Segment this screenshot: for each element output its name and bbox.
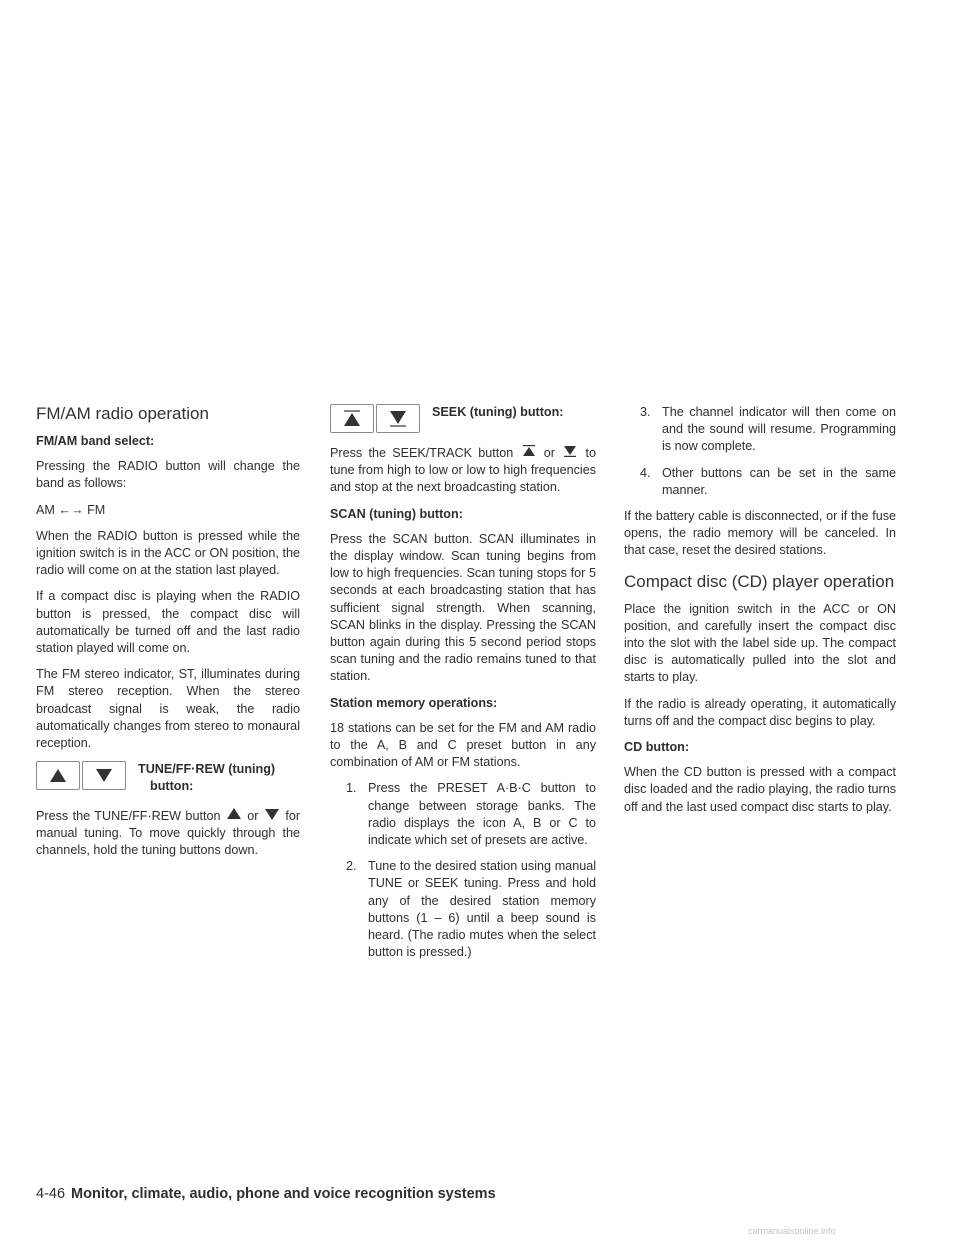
text-fragment: Press the TUNE/FF·REW button (36, 808, 221, 823)
watermark: carmanualsonline.info (748, 1226, 836, 1236)
paragraph: When the RADIO button is pressed while the ignition switch is in the ACC or ON position, the radio will come on at the station last played. (36, 528, 300, 578)
paragraph: Place the ignition switch in the ACC or ON position, and carefully insert the compact disc into the slot with the label side up. The compact disc is automatically pulled into the slot and starts to play. (624, 601, 896, 685)
seek-button-title: SEEK (tuning) button: (432, 405, 564, 419)
seek-up-icon (343, 410, 361, 427)
paragraph: 18 stations can be set for the FM and AM radio to the A, B and C preset button in any combination of AM or FM stations. (330, 720, 596, 770)
step-text: Press the PRESET A·B·C button to change between storage banks. The radio displays the icon A, B or C to indicate which set of presets are active. (368, 781, 596, 848)
text-fragment: or (247, 808, 259, 823)
memory-steps-list-continued (624, 404, 896, 499)
paragraph: If the battery cable is disconnected, or if the fuse opens, the radio memory will be canceled. In that case, reset the desired stations. (624, 509, 896, 558)
triangle-down-icon (265, 808, 279, 820)
triangle-down-icon (96, 769, 112, 782)
text-fragment: for manual tuning. To move quickly through the channels, hold the tuning buttons down. (36, 808, 301, 858)
text-fragment: or (543, 446, 555, 460)
paragraph: If the radio is already operating, it automatically turns off and the compact disc begins to play. (624, 696, 896, 728)
memory-steps-list (330, 780, 596, 961)
tune-title-line-2: button: (150, 779, 194, 794)
triangle-up-icon (227, 808, 241, 820)
list-item (330, 780, 596, 849)
paragraph: The FM stereo indicator, ST, illuminates during FM stereo reception. When the stereo broadcast signal is weak, the radio automatically changes from stereo to monaural reception. (36, 667, 300, 751)
seek-up-icon (522, 445, 536, 457)
triangle-up-icon (50, 769, 66, 782)
column-1 (36, 404, 300, 868)
column-3 (624, 404, 896, 825)
step-number: 4. (640, 465, 651, 480)
text-fragment: to tune from high to low or low to high frequencies and stop at the next broadcasting station. (330, 446, 597, 495)
step-text: The channel indicator will then come on and the sound will resume. Programming is now complete. (662, 405, 896, 454)
step-number: 2. (346, 859, 357, 874)
paragraph: When the CD button is pressed with a compact disc loaded and the radio playing, the radio turns off and the last used compact disc starts to play. (624, 765, 896, 814)
paragraph: Pressing the RADIO button will change the band as follows: (36, 459, 300, 491)
step-text: Other buttons can be set in the same manner. (662, 465, 896, 497)
seek-down-icon (389, 410, 407, 427)
page-number: 4-46 (36, 1186, 66, 1202)
step-number: 1. (346, 781, 357, 796)
chapter-title: Monitor, climate, audio, phone and voice recognition systems (71, 1186, 496, 1202)
band-select-title: FM/AM band select: (36, 434, 155, 448)
am-fm-line: AM ←→ FM (36, 502, 106, 517)
scan-title: SCAN (tuning) button: (330, 506, 463, 521)
tune-button-title (138, 761, 275, 795)
page-footer (36, 1186, 496, 1202)
tune-down-button-graphic (82, 761, 126, 790)
memory-title: Station memory operations: (330, 695, 498, 710)
tune-title-line-1: TUNE/FF·REW (tuning) (138, 762, 276, 777)
tune-paragraph (36, 808, 300, 860)
seek-paragraph (330, 445, 596, 497)
list-item (624, 465, 896, 499)
seek-button-illustration (330, 404, 596, 433)
seek-up-button-graphic (330, 404, 374, 433)
paragraph: Press the SCAN button. SCAN illuminates in the display window. Scan tuning begins from low to high frequencies. Scan tuning stops for 5 seconds at each broadcasting station that has sufficient signal strength. When scanning, SCAN blinks in the display. Pressing the SCAN button again during this 5 second period stops scan tuning and the radio remains tuned to that station. (330, 531, 596, 684)
tune-up-button-graphic (36, 761, 80, 790)
section-heading-radio: FM/AM radio operation (36, 404, 209, 423)
seek-down-icon (563, 445, 577, 457)
step-number: 3. (640, 405, 651, 419)
cd-button-title: CD button: (624, 740, 690, 755)
tune-button-illustration (36, 761, 300, 795)
paragraph: If a compact disc is playing when the RADIO button is pressed, the compact disc will automatically be turned off and the last radio station played will come on. (36, 589, 300, 656)
seek-down-button-graphic (376, 404, 420, 433)
text-fragment: Press the SEEK/TRACK button (330, 446, 514, 460)
list-item (624, 404, 896, 456)
list-item (330, 858, 596, 961)
column-2 (330, 404, 596, 970)
section-heading-cd: Compact disc (CD) player operation (624, 571, 895, 591)
step-text: Tune to the desired station using manual TUNE or SEEK tuning. Press and hold any of the desired station memory buttons (1 – 6) until a beep sound is heard. (The radio mutes when the select button is pressed.) (368, 859, 596, 960)
